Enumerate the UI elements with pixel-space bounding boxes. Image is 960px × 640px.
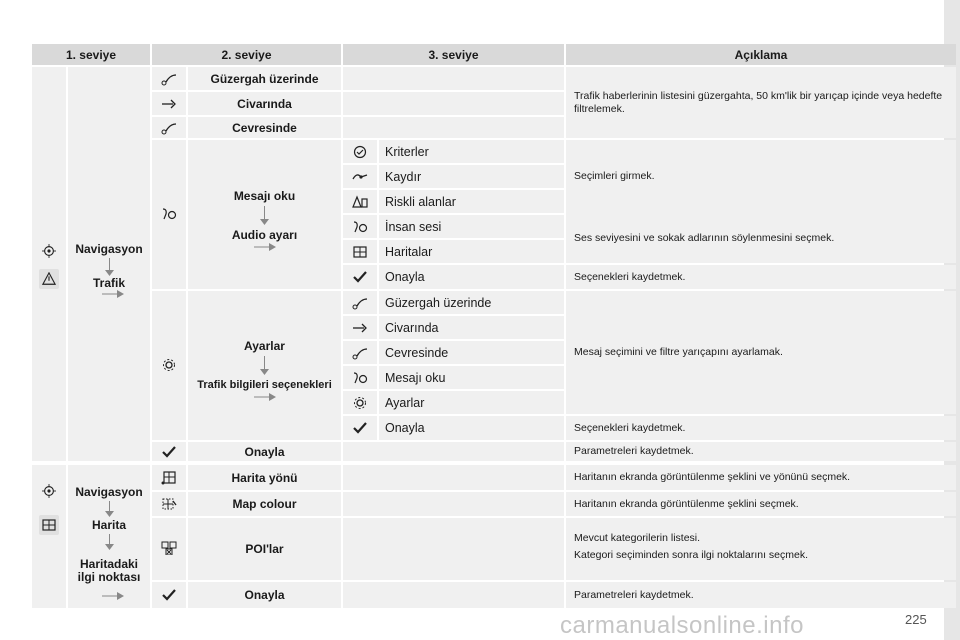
route-icon-cell: [343, 341, 377, 364]
row-kaydir-label: Kaydır: [379, 165, 564, 188]
poi-icon: [160, 540, 178, 556]
level2-audio-ayari-label: Audio ayarı: [231, 228, 298, 242]
desc-secimleri: [566, 140, 956, 213]
route-icon: [351, 295, 369, 311]
row-insan-sesi-label: İnsan sesi: [379, 215, 564, 238]
empty-cell: [343, 492, 564, 516]
mesaj-level2-cell: [188, 140, 341, 289]
row-civarinda-label: Civarında: [379, 316, 564, 339]
level2-trafik-bilgileri-label: Trafik bilgileri seçenekleri: [197, 379, 332, 391]
voice-icon: [351, 219, 369, 235]
route-icon: [160, 71, 178, 87]
desc-ses-seviyesi-text: Ses seviyesini ve sokak adlarının söylenmesini seçmek.: [574, 231, 835, 244]
gear-icon: [351, 395, 369, 411]
route-icon-cell: [152, 117, 186, 138]
section-b-level1-cell: [68, 465, 150, 608]
row-harita-yonu-label: Harita yönü: [188, 465, 341, 490]
gear-icon-cell: [152, 291, 186, 440]
desc-mesaj-secimi-text: Mesaj seçimini ve filtre yarıçapını ayarlamak.: [574, 346, 783, 358]
voice-icon: [160, 206, 178, 222]
desc-map-colour: [566, 492, 956, 516]
empty-cell: [343, 442, 564, 461]
voice-icon-cell: [343, 215, 377, 238]
route-icon: [351, 345, 369, 361]
row-onayla-label: Onayla: [379, 265, 564, 289]
arrow-right-icon: [254, 393, 276, 401]
check-icon: [351, 269, 369, 285]
navigation-crosshair-icon: [40, 483, 58, 499]
desc-secenekleri-text: Seçenekleri kaydetmek.: [574, 270, 686, 283]
traffic-warning-icon: [39, 269, 59, 289]
header-description: Açıklama: [566, 44, 956, 65]
empty-cell: [343, 117, 564, 138]
map-icon-cell: [343, 240, 377, 263]
desc-poilar-line2: Kategori seçiminden sonra ilgi noktalarını seçmek.: [574, 549, 809, 561]
row-onayla-label: Onayla: [188, 582, 341, 608]
criteria-icon: [351, 144, 369, 160]
check-icon-cell: [152, 582, 186, 608]
empty-cell: [343, 92, 564, 115]
level1-navigasyon-label: Navigasyon: [75, 485, 143, 499]
desc-parametreleri: [566, 442, 956, 461]
desc-secenekleri: [566, 416, 956, 440]
check-icon-cell: [343, 265, 377, 289]
arrow-right-icon: [254, 243, 276, 251]
arrow-right-icon: [102, 592, 124, 600]
map-orientation-icon: [160, 470, 178, 486]
level1-navigasyon-label: Navigasyon: [75, 242, 143, 256]
header-level1: 1. seviye: [32, 44, 150, 65]
scroll-icon: [351, 169, 369, 185]
row-guzergah-label: Güzergah üzerinde: [188, 67, 341, 90]
row-mesaji-oku-label: Mesajı oku: [379, 366, 564, 389]
desc-trafik-filter: [566, 67, 956, 138]
section-b-icon-cell: [32, 465, 66, 608]
risk-zone-icon-cell: [343, 190, 377, 213]
arrow-right-icon: [351, 320, 369, 336]
header-level2: 2. seviye: [152, 44, 341, 65]
voice-icon-cell: [343, 366, 377, 389]
level1-haritadaki-ilgi-noktasi-label: Haritadaki ilgi noktası: [77, 557, 141, 584]
arrow-down-icon: [105, 544, 114, 550]
desc-secenekleri-text: Seçenekleri kaydetmek.: [574, 421, 686, 434]
check-icon: [160, 444, 178, 460]
row-onayla-label: Onayla: [379, 416, 564, 440]
arrow-down-icon: [260, 219, 269, 225]
row-map-colour-label: Map colour: [188, 492, 341, 516]
map-orientation-icon-cell: [152, 465, 186, 490]
voice-icon: [351, 370, 369, 386]
route-icon: [160, 120, 178, 136]
arrow-right-icon: [160, 96, 178, 112]
row-cevresinde-label: Cevresinde: [188, 117, 341, 138]
row-kriterler-label: Kriterler: [379, 140, 564, 163]
row-poilar-label: POI'lar: [188, 518, 341, 580]
desc-secenekleri: [566, 265, 956, 289]
section-a-level1-cell: [68, 67, 150, 461]
desc-trafik-filter-text: Trafik haberlerinin listesini güzergahta, 50 km'lik bir yarıçap içinde veya hedefte filtrelemek.: [574, 89, 943, 115]
route-icon-cell: [152, 67, 186, 90]
desc-ses-seviyesi: [566, 213, 956, 263]
level1-harita-label: Harita: [91, 518, 126, 532]
desc-mesaj-secimi: [566, 291, 956, 414]
desc-parametreleri-text: Parametreleri kaydetmek.: [574, 445, 694, 457]
empty-cell: [343, 465, 564, 490]
desc-secimleri-text: Seçimleri girmek.: [574, 170, 655, 182]
route-icon-cell: [343, 291, 377, 314]
desc-poilar-line1: Mevcut kategorilerin listesi.: [574, 532, 701, 544]
level2-mesaji-oku-label: Mesajı oku: [233, 189, 296, 203]
voice-icon-cell: [152, 140, 186, 289]
risk-zone-icon: [351, 194, 369, 210]
criteria-icon-cell: [343, 140, 377, 163]
map-colour-icon: [160, 496, 178, 512]
map-icon: [351, 244, 369, 260]
arrow-icon-cell: [152, 92, 186, 115]
gear-icon-cell: [343, 391, 377, 414]
row-ayarlar-label: Ayarlar: [379, 391, 564, 414]
header-level3: 3. seviye: [343, 44, 564, 65]
row-cevresinde-label: Cevresinde: [379, 341, 564, 364]
scroll-icon-cell: [343, 165, 377, 188]
desc-harita-yonu: [566, 465, 956, 490]
section-a-icon-cell: [32, 67, 66, 461]
desc-poilar: [566, 518, 956, 580]
row-guzergah-label: Güzergah üzerinde: [379, 291, 564, 314]
check-icon: [351, 420, 369, 436]
row-riskli-alanlar-label: Riskli alanlar: [379, 190, 564, 213]
page-number: 225: [905, 612, 927, 627]
empty-cell: [343, 582, 564, 608]
map-colour-icon-cell: [152, 492, 186, 516]
arrow-down-icon: [260, 369, 269, 375]
level1-trafik-label: Trafik: [92, 276, 125, 290]
desc-parametreleri-text: Parametreleri kaydetmek.: [574, 588, 694, 601]
arrow-icon-cell: [343, 316, 377, 339]
map-icon: [39, 515, 59, 535]
arrow-right-icon: [102, 290, 124, 298]
watermark: carmanualsonline.info: [560, 612, 804, 639]
gear-icon: [160, 357, 178, 373]
check-icon-cell: [343, 416, 377, 440]
check-icon: [160, 587, 178, 603]
desc-parametreleri: [566, 582, 956, 608]
ayarlar-level2-cell: [188, 291, 341, 440]
level2-ayarlar-label: Ayarlar: [244, 339, 285, 353]
empty-cell: [343, 518, 564, 580]
check-icon-cell: [152, 442, 186, 461]
desc-map-colour-text: Haritanın ekranda görüntülenme şeklini seçmek.: [574, 497, 799, 510]
poi-icon-cell: [152, 518, 186, 580]
row-onayla-label: Onayla: [188, 442, 341, 461]
navigation-crosshair-icon: [40, 243, 58, 259]
empty-cell: [343, 67, 564, 90]
row-haritalar-label: Haritalar: [379, 240, 564, 263]
desc-harita-yonu-text: Haritanın ekranda görüntülenme şeklini ve yönünü seçmek.: [574, 471, 851, 483]
row-civarinda-label: Civarında: [188, 92, 341, 115]
